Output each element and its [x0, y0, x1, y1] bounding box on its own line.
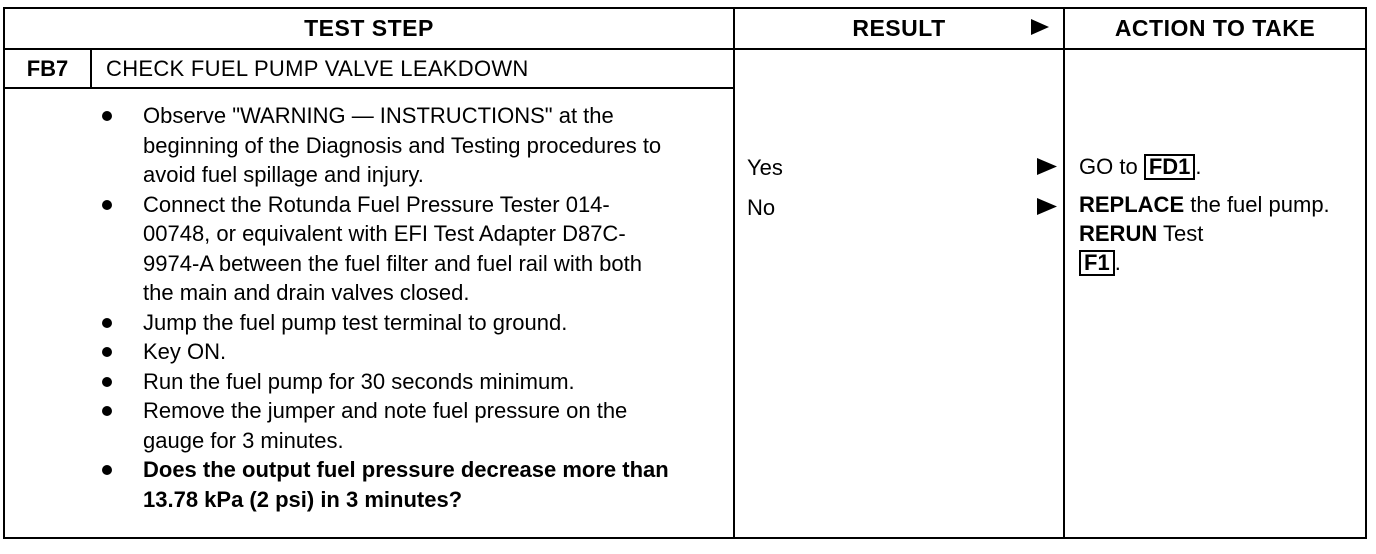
- header-result-label: RESULT: [852, 15, 946, 41]
- procedure-step: [5, 396, 673, 455]
- result-no-arrow-icon: [1037, 198, 1057, 220]
- step-title-row: [4, 49, 1366, 88]
- procedure-step-text: Key ON.: [143, 339, 227, 364]
- procedure-step-text: Jump the fuel pump test terminal to ground.: [143, 309, 568, 335]
- diagnostic-table: [3, 7, 1367, 539]
- header-row: [4, 8, 1366, 49]
- header-action: ACTION TO TAKE: [1064, 8, 1366, 49]
- procedure-step: [5, 367, 673, 397]
- step-title: CHECK FUEL PUMP VALVE LEAKDOWN: [91, 49, 734, 88]
- procedure-question: [5, 455, 673, 514]
- step-id: FB7: [4, 49, 91, 88]
- action-yes-ref-link[interactable]: FD1: [1144, 154, 1196, 180]
- action-no-ref-link[interactable]: F1: [1079, 250, 1115, 276]
- action-cell: [1064, 49, 1366, 538]
- diagnostic-table-sheet: [3, 7, 1365, 547]
- action-yes-suffix: .: [1195, 154, 1202, 179]
- bullet-icon: [102, 406, 112, 416]
- bullet-icon: [102, 377, 112, 387]
- header-arrow-icon: [1031, 19, 1049, 35]
- procedure-step: [5, 101, 673, 190]
- bullet-icon: [102, 318, 112, 328]
- result-no: No: [747, 195, 776, 220]
- procedure-step-text: Run the fuel pump for 30 seconds minimum.: [143, 368, 575, 394]
- header-test-step: TEST STEP: [4, 8, 734, 49]
- action-no-suffix: .: [1114, 250, 1121, 275]
- action-no: [1079, 190, 1349, 277]
- action-no-replace: REPLACE: [1079, 192, 1185, 217]
- bullet-icon: [102, 465, 112, 475]
- result-yes-arrow-icon: [1037, 158, 1057, 180]
- procedure-list: [5, 89, 733, 514]
- result-cell: [734, 49, 1064, 538]
- action-yes-prefix: GO to: [1079, 154, 1138, 179]
- action-yes: [1079, 152, 1349, 181]
- header-result: [734, 8, 1064, 49]
- procedure-step-text: Observe "WARNING — INSTRUCTIONS" at the beginning of the Diagnosis and Testing procedures to avoid fuel spillage and injury.: [143, 103, 662, 187]
- procedure-step: [5, 308, 673, 338]
- bullet-icon: [102, 111, 112, 121]
- action-no-text: the fuel pump.: [1190, 192, 1330, 217]
- procedure-step-text: Connect the Rotunda Fuel Pressure Tester 014-00748, or equivalent with EFI Test Adapter D87C-9974-A between the fuel filter and fuel rail with both the main and drain valves closed.: [143, 191, 642, 305]
- procedure-step: [5, 337, 673, 367]
- procedure-question-text: Does the output fuel pressure decrease more than 13.78 kPa (2 psi) in 3 minutes?: [143, 457, 669, 512]
- bullet-icon: [102, 347, 112, 357]
- bullet-icon: [102, 200, 112, 210]
- action-no-test: Test: [1162, 221, 1204, 246]
- action-no-rerun: RERUN: [1079, 221, 1158, 246]
- procedure-cell: [4, 88, 734, 538]
- procedure-step-text: Remove the jumper and note fuel pressure on the gauge for 3 minutes.: [143, 398, 628, 453]
- procedure-step: [5, 190, 673, 308]
- result-yes: Yes: [747, 155, 783, 180]
